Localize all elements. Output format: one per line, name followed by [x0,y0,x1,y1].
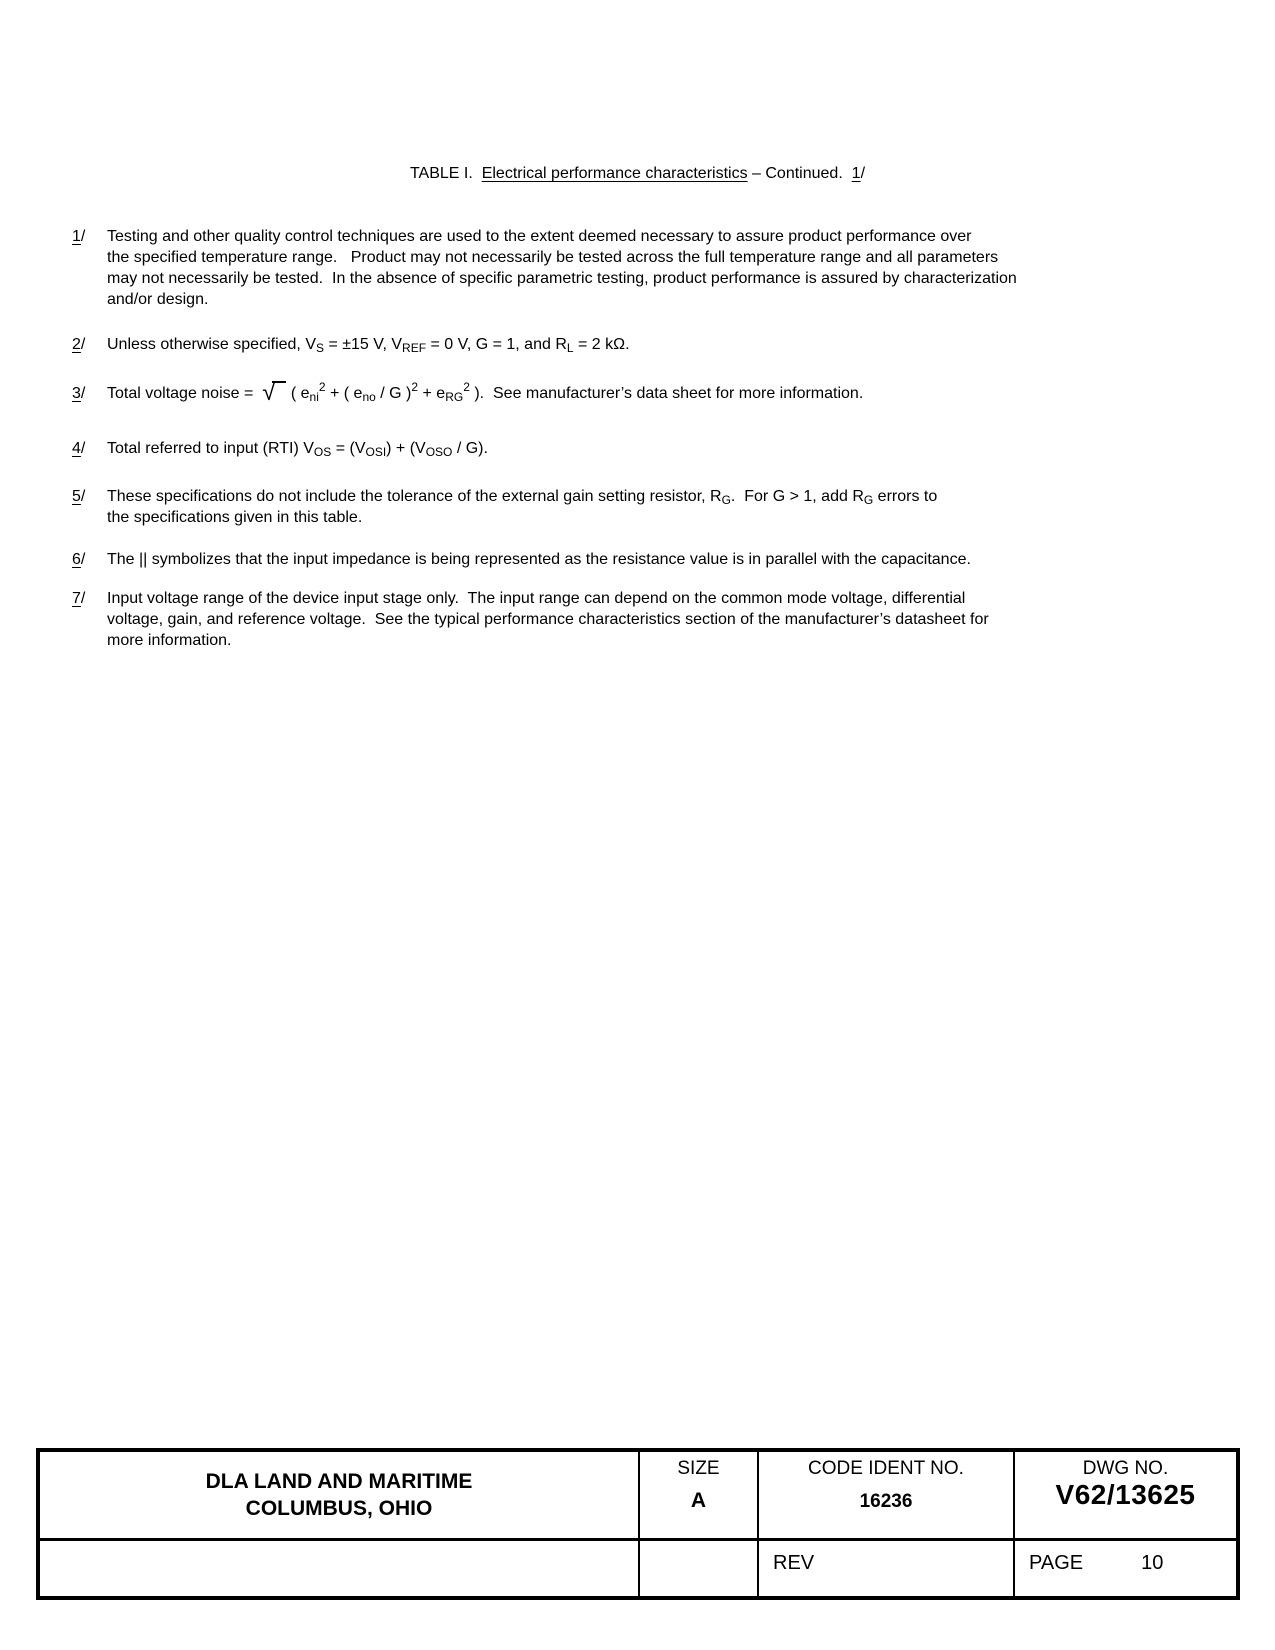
footnote-number: 1/ [72,228,86,245]
footnote-number: 7/ [72,590,86,607]
footnote-text: Total referred to input (RTI) $V_{OS} = (V_{OSI}) + (V_{OSO} / G)$. [107,440,488,459]
footnote-text: Testing and other quality control techniques are used to the extent deemed necessary to assure product performance over the specified temperature range. Product may not necessarily be tested across the full temperature range and all parameters may not necessarily be tested. In the absence of specific parametric testing, product performance is assured by characterization and/or design. [107,228,1017,308]
footnotes-list [72,226,1212,651]
footnote-item [72,486,1212,528]
footnote-item [72,381,1212,407]
footnote-text: Input voltage range of the device input stage only. The input range can depend on the common mode voltage, differential voltage, gain, and reference voltage. See the typical performance characteristics section of the manufacturer’s datasheet for more information. [107,590,989,649]
title-underlined-text: Electrical performance characteristics [481,165,748,182]
footer-size-label: SIZE [677,1458,720,1479]
footnote-item [72,226,1212,310]
footer-org-cell [40,1452,640,1541]
footer-dwg-label: DWG NO. [1082,1458,1169,1479]
footer-code-ident-value: 16236 [859,1491,913,1512]
footnote-text: Total voltage noise = √ ( $e_{ni}^2$ + ( $e_{no}$ / G )$^2 + e_{RG}^2$ ). See manufacturer’s data sheet for more information. [107,379,864,406]
footnote-number: 6/ [72,551,86,568]
title-footnote-slash: / [860,165,866,182]
footer-dwg-value: V62/13625 [1055,1479,1196,1510]
footer-page-cell [1015,1541,1236,1596]
title-footnote-ref: 1 [851,165,861,182]
footnote-number: 3/ [72,385,86,402]
footnote-item [72,549,1212,570]
footer-size-value: A [690,1489,707,1512]
title-middle: – Continued. [747,165,852,182]
footnote-item [72,588,1212,651]
title-prefix: TABLE I. [409,165,482,182]
footnote-item [72,438,1212,459]
footer-rev-cell [759,1541,1015,1596]
page-title [0,163,1275,184]
footer-org-line1: DLA LAND AND MARITIME [205,1470,473,1493]
footnote-item [72,334,1212,355]
footer-code-ident-label: CODE IDENT NO. [808,1458,964,1479]
footer-code-ident-cell [759,1452,1015,1541]
footer-empty-cell-left [40,1541,640,1596]
footer-page-label: PAGE [1029,1552,1084,1574]
footer-rev-label: REV [773,1552,815,1574]
sqrt-radical-icon: √ [262,385,286,402]
footnote-text: Unless otherwise specified, $V_S = \pm 15$ V, $V_{REF} = 0$ V, G = 1, and $R_L = 2$ kΩ. [107,336,630,355]
footnote-number: 2/ [72,336,86,353]
footnote-number: 4/ [72,440,86,457]
footer-empty-cell-size [640,1541,759,1596]
footer-size-cell [640,1452,759,1541]
footer-org-line2: COLUMBUS, OHIO [245,1497,433,1520]
footnote-text: The || symbolizes that the input impedance is being represented as the resistance value is in parallel with the capacitance. [107,551,971,568]
footer-page-number: 10 [1141,1552,1164,1574]
footer-title-block [36,1448,1240,1600]
footer-dwg-cell [1015,1452,1236,1541]
footnote-number: 5/ [72,488,86,505]
footnote-text: These specifications do not include the tolerance of the external gain setting resistor, $R_G$. For G > 1, add $R_G$ errors to the specifications given in this table. [107,488,938,526]
